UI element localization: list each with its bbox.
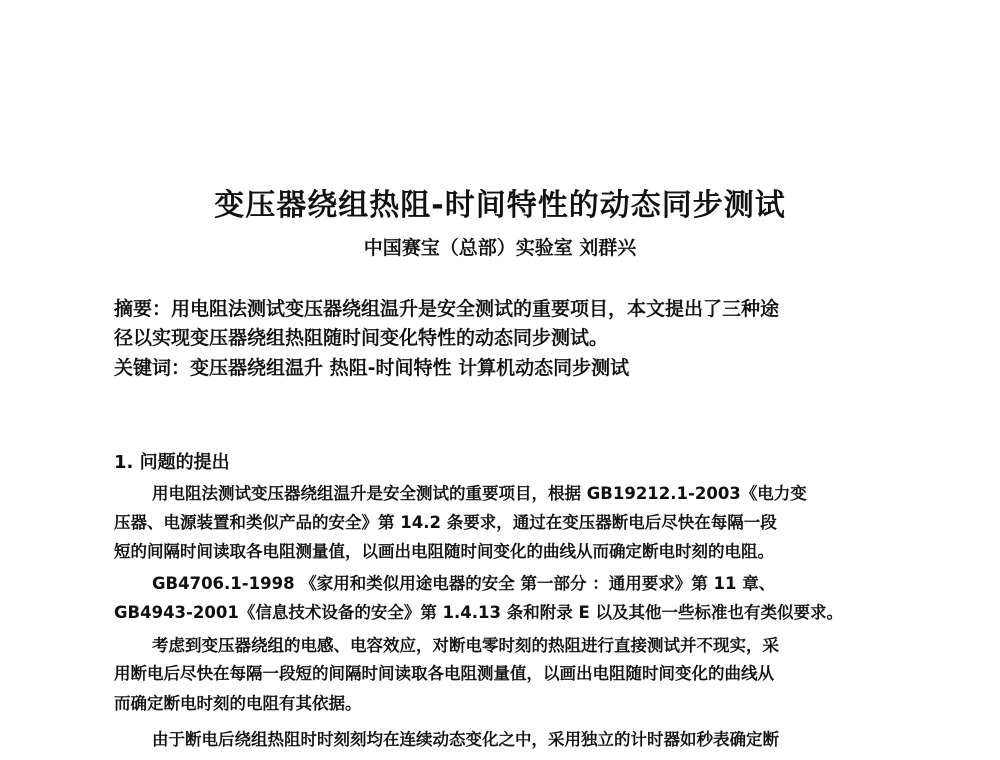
paragraph-line: 压器、电源装置和类似产品的安全》第 14.2 条要求，通过在变压器断电后尽快在每隔一段 (114, 513, 777, 532)
paragraph-line: 由于断电后绕组热阻时时刻刻均在连续动态变化之中，采用独立的计时器如秒表确定断 (152, 730, 779, 749)
paragraph-line: 考虑到变压器绕组的电感、电容效应，对断电零时刻的热阻进行直接测试并不现实，采 (152, 636, 779, 655)
section-heading: 1. 问题的提出 (114, 452, 230, 473)
paragraph-line: 短的间隔时间读取各电阻测量值，以画出电阻随时间变化的曲线从而确定断电时刻的电阻。 (114, 542, 774, 561)
keywords-line: 关键词：变压器绕组温升 热阻-时间特性 计算机动态同步测试 (114, 357, 630, 379)
abstract-line-2: 径以实现变压器绕组热阻随时间变化特性的动态同步测试。 (114, 327, 609, 349)
paragraph-line: GB4706.1-1998 《家用和类似用途电器的安全 第一部分 ：通用要求》第 11 章、 (152, 574, 776, 593)
abstract-line-1: 摘要：用电阻法测试变压器绕组温升是安全测试的重要项目，本文提出了三种途 (114, 298, 780, 320)
paragraph-line: 用电阻法测试变压器绕组温升是安全测试的重要项目，根据 GB19212.1-2003《电力变 (152, 484, 807, 503)
paragraph-line: 用断电后尽快在每隔一段短的间隔时间读取各电阻测量值，以画出电阻随时间变化的曲线从 (114, 664, 774, 683)
document-author: 中国赛宝（总部）实验室 刘群兴 (363, 237, 637, 259)
paragraph-line: 而确定断电时刻的电阻有其依据。 (114, 694, 362, 713)
paragraph-line: GB4943-2001《信息技术设备的安全》第 1.4.13 条和附录 E 以及其他一些标准也有类似要求。 (114, 603, 844, 622)
document-title: 变压器绕组热阻-时间特性的动态同步测试 (214, 188, 786, 223)
